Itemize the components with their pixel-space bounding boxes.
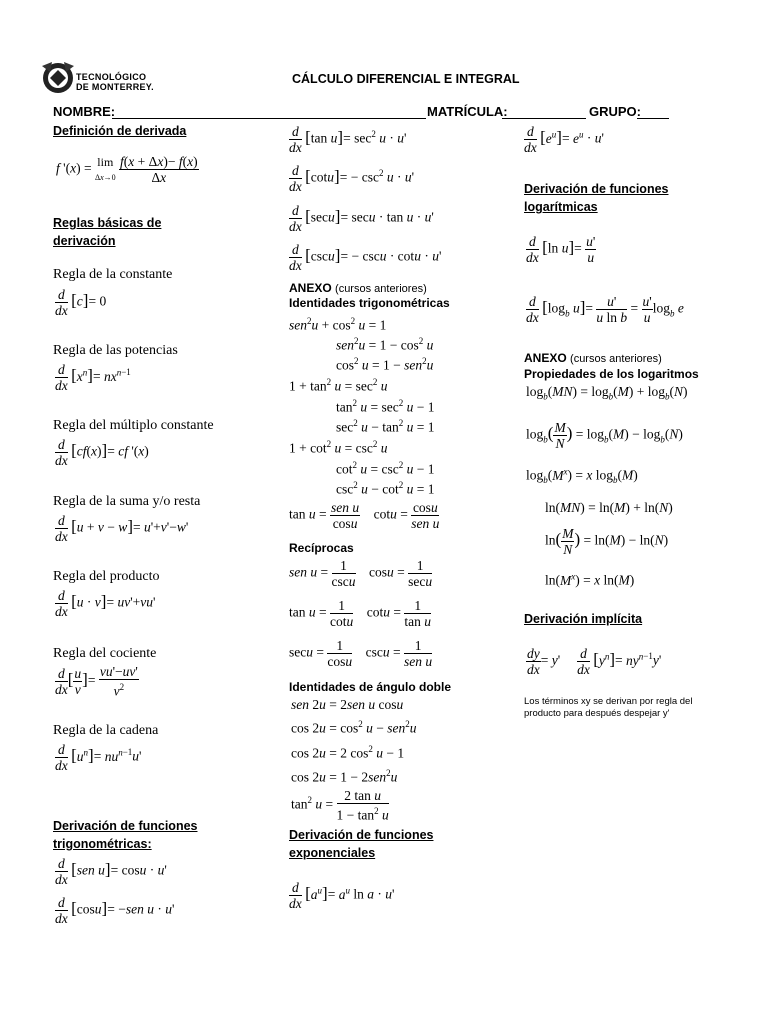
logo-line-2: DE MONTERREY. (76, 82, 154, 92)
formula-dcsc: $\frac{d}{dx}$ [cscu]= − cscu · cotu · u' (289, 242, 442, 273)
logo-seal-icon (38, 58, 78, 98)
regla-constante: Regla de la constante (53, 267, 173, 282)
formula-multiplo: $\frac{d}{dx}$ [cf(x)]= cf '(x) (55, 437, 149, 468)
regla-cadena: Regla de la cadena (53, 723, 159, 738)
exp-heading-1: Derivación de funciones (289, 828, 434, 842)
formula-deu: $\frac{d}{dx}$ $[e^u]= e^u \cdot u'$ (524, 124, 604, 155)
anexo-label-3: ANEXO (cursos anteriores) (524, 351, 662, 365)
exp-heading-2: exponenciales (289, 846, 376, 860)
log-prop-3: $\log_b(M^x) = x$ $\log_b(M)$ (526, 466, 638, 486)
trig-heading-1: Derivación de funciones (53, 819, 198, 833)
log-heading-2: logarítmicas (524, 200, 598, 214)
id-5: $\tan^2 u = \sec^2 u - 1$ (336, 398, 435, 415)
id-7: $1 + \cot^2 u = \csc^2 u$ (289, 439, 388, 456)
trig-heading-2: trigonométricas: (53, 837, 152, 851)
grupo-label: GRUPO: (589, 104, 641, 119)
id-1: $sen^2u + \cos^2 u = 1$ (289, 316, 387, 333)
formula-constante: $\frac{d}{dx}$ [c]= 0 (55, 287, 107, 318)
regla-potencias: Regla de las potencias (53, 343, 178, 358)
log-prop-1: $\log_b(MN) = \log_b(M) + \log_b(N)$ (526, 384, 688, 402)
formula-dcot: $\frac{d}{dx}$ $[\cot u]= - \csc^2 u \cdot u'$ (289, 163, 414, 194)
logo (38, 58, 188, 98)
rec-2: tan u = $\frac{1}{\cot u}$ cotu = $\frac{1}{\text{tan u}}$ (289, 598, 431, 629)
anexo-label-2: ANEXO (cursos anteriores) (289, 281, 427, 295)
ln-prop-1: ln(MN) = ln(M) + ln(N) (545, 500, 673, 515)
formula-dax: $\frac{d}{dx}$ $[a^u]= a^u$ ln a · u' (289, 880, 395, 911)
log-heading-1: Derivación de funciones (524, 182, 669, 196)
log-prop-2: $\log_b$( $\frac{M}{N}$ ) = $\log_b(M) - \log_b(N)$ (526, 420, 683, 451)
formula-dsec: $\frac{d}{dx}$ [secu]= secu · tan u · u' (289, 203, 434, 234)
def-heading: Definición de derivada (53, 124, 187, 138)
rec-3: secu = $\frac{1}{\cos u}$ cscu = 1 sen u (289, 638, 433, 669)
regla-cociente: Regla del cociente (53, 646, 157, 661)
id-3: $\cos^2 u = 1 - sen^2u$ (336, 356, 434, 373)
grupo-line[interactable] (637, 118, 669, 119)
id-4: $1 + \tan^2 u = \sec^2 u$ (289, 377, 388, 394)
formula-dcos: $\frac{d}{dx}$ [cosu]= −sen u · u' (55, 895, 175, 926)
regla-multiplo: Regla del múltiplo constante (53, 418, 214, 433)
ln-prop-3: $\ln(M^x) = x$ ln(M) (545, 571, 635, 588)
formula-cociente: $\frac{d}{dx}$ [ $\frac{u}{v}$ ]= $\frac{vu'-uv'}{v^2}$ (55, 664, 138, 699)
ad-1: sen 2u = 2sen u cosu (291, 697, 404, 712)
formula-producto: $\frac{d}{dx}$ [u · v]= uv'+vu' (55, 588, 156, 619)
ln-prop-2: ln( $\frac{M}{N}$ ) = ln(M) − ln(N) (545, 526, 669, 557)
matricula-label: MATRÍCULA: (427, 104, 508, 119)
page-title: CÁLCULO DIFERENCIAL E INTEGRAL (292, 72, 520, 86)
nombre-line[interactable] (112, 118, 426, 119)
nombre-label: NOMBRE: (53, 104, 116, 119)
propiedades-heading: Propiedades de los logaritmos (524, 367, 699, 381)
ad-4: cos 2u = 1 − 2sen$^2$u (291, 768, 398, 785)
reglas-heading-2: derivación (53, 234, 116, 248)
id-8: $\cot^2 u = \csc^2 u - 1$ (336, 460, 435, 477)
logo-line-1: TECNOLÓGICO (76, 72, 147, 82)
formula-dln: $\frac{d}{dx}$ [ln u]= $\frac{u'}{u}$ (526, 234, 596, 265)
ad-2: $\cos 2u = \cos^2 u - sen^2u$ (291, 719, 417, 736)
formula-dlogb: $\frac{d}{dx}$ [$\log_b$ u]= $\frac{u'}{\text{u ln b}}$ = $\frac{u'}{u}$ $\log_b e$ (526, 294, 684, 325)
ad-3: cos 2u = 2 $\cos^2 u - 1$ (291, 744, 405, 761)
def-formula: f '(x) = lim Δx→0 $\frac{f(x + \Delta x)- f(x)}{\Delta x}$ (56, 154, 198, 185)
regla-producto: Regla del producto (53, 569, 160, 584)
formula-potencias: $\frac{d}{dx}$ $[x^n]= nx^{n-1}$ (55, 362, 131, 393)
implicita-nota: Los términos xy se derivan por regla del producto para después despejar y' (524, 696, 693, 719)
formula-suma: $\frac{d}{dx}$ [u + v − w]= u'+v'−w' (55, 513, 189, 544)
implicita-heading: Derivación implícita (524, 612, 643, 626)
id-6: $\sec^2 u - \tan^2 u = 1$ (336, 418, 435, 435)
reciprocas-heading: Recíprocas (289, 541, 354, 555)
angulo-doble-heading: Identidades de ángulo doble (289, 680, 452, 694)
id-10: tan u = sen u cosu cotu = cosu sen u (289, 500, 440, 531)
formula-dtan: $\frac{d}{dx}$ [tan $u]= \sec^2 u \cdot u'$ (289, 124, 407, 155)
formula-cadena: $\frac{d}{dx}$ $[u^n]= nu^{n-1}u'$ (55, 742, 142, 773)
formula-dsen: $\frac{d}{dx}$ [sen u]= cosu · u' (55, 856, 167, 887)
regla-suma: Regla de la suma y/o resta (53, 494, 201, 509)
matricula-line[interactable] (502, 118, 586, 119)
id-2: $sen^2u = 1 - \cos^2 u$ (336, 336, 434, 353)
reglas-heading-1: Reglas básicas de (53, 216, 162, 230)
identidades-heading: Identidades trigonométricas (289, 296, 450, 310)
rec-1: sen u = 1 cscu cosu = 1 secu (289, 558, 433, 589)
formula-implicita: $\frac{dy}{dx}$ = y' $\frac{d}{dx}$ $[y^n]= ny^{n-1}y'$ (527, 646, 662, 677)
ad-5: $\tan^2 u$ = $\frac{\text{2 tan u}}{1 - \tan^2 u}$ (291, 788, 389, 823)
id-9: $\csc^2 u - \cot^2 u = 1$ (336, 480, 435, 497)
